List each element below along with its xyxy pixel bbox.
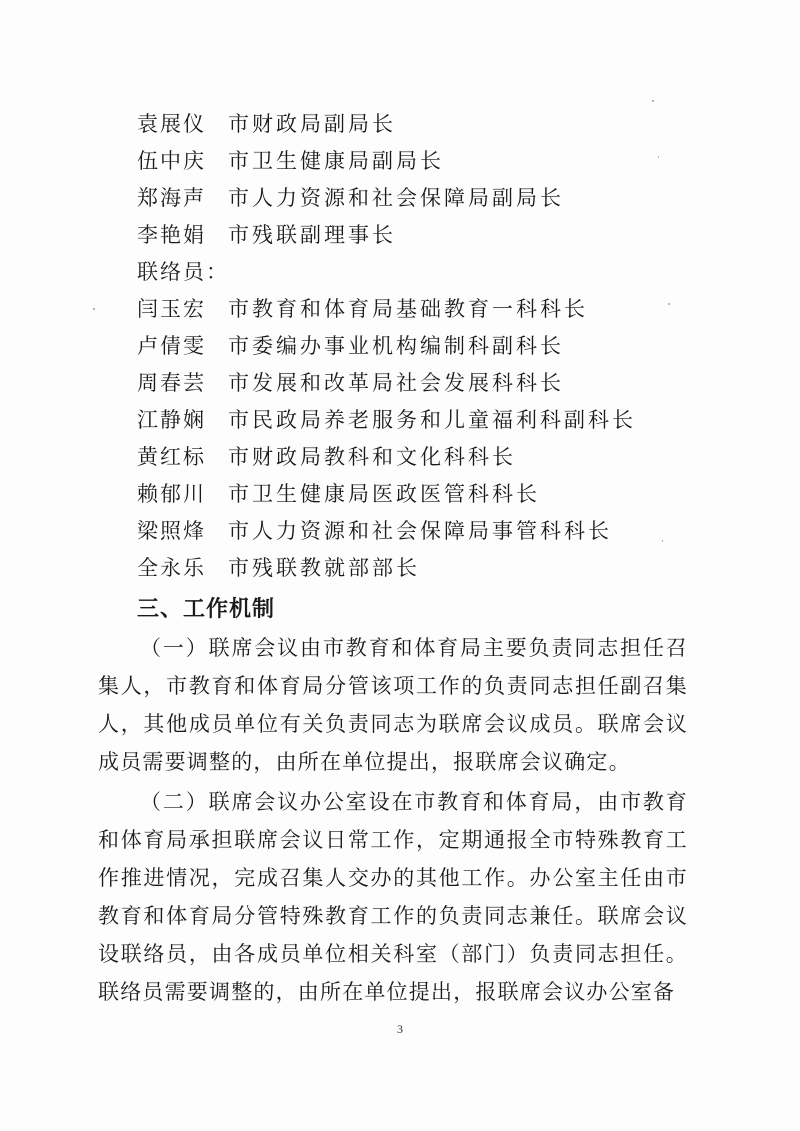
liaison-row: [137, 548, 636, 585]
paragraph: （一）联席会议由市教育和体育局主要负责同志担任召集人，市教育和体育局分管该项工作的负责同志担任副召集人，其他成员单位有关负责同志为联席会议成员。联席会议成员需要调整的，由所在单位提出，报联席会议确定。: [98, 636, 688, 774]
member-row: [137, 178, 636, 215]
liaison-row: [137, 289, 636, 326]
member-title: 市卫生健康局副局长: [228, 148, 444, 173]
member-row: [137, 215, 636, 252]
paragraph: （二）联席会议办公室设在市教育和体育局，由市教育和体育局承担联席会议日常工作，定期通报全市特殊教育工作推进情况，完成召集人交办的其他工作。办公室主任由市教育和体育局分管特殊教育工作的负责同志兼任。联席会议设联络员，由各成员单位相关科室（部门）负责同志担任。联络员需要调整的，由所在单位提出，报联席会议办公室备: [98, 790, 688, 1004]
member-list: [137, 104, 636, 585]
scan-speck: [658, 156, 659, 158]
liaison-title: 市发展和改革局社会发展科科长: [228, 370, 564, 395]
liaison-title: 市财政局教科和文化科科长: [228, 444, 516, 469]
liaison-title: 市民政局养老服务和儿童福利科副科长: [228, 407, 636, 432]
liaison-title: 市卫生健康局医政医管科科长: [228, 481, 540, 506]
liaison-title: 市委编办事业机构编制科副科长: [228, 333, 564, 358]
scan-speck: [668, 303, 670, 305]
member-row: [137, 104, 636, 141]
member-title: 市残联副理事长: [228, 222, 396, 247]
liaison-name: 周春芸: [137, 370, 206, 395]
liaison-row: [137, 326, 636, 363]
liaison-row: [137, 511, 636, 548]
liaison-row: [137, 437, 636, 474]
member-name: 伍中庆: [137, 148, 206, 173]
member-row: [137, 141, 636, 178]
liaison-name: 卢倩雯: [137, 333, 206, 358]
liaison-title: 市人力资源和社会保障局事管科科长: [228, 518, 612, 543]
liaison-row: [137, 363, 636, 400]
liaison-title: 市教育和体育局基础教育一科科长: [228, 296, 588, 321]
liaison-row: [137, 400, 636, 437]
scan-speck: [662, 540, 663, 542]
liaison-name: 梁照烽: [137, 518, 206, 543]
page-number: 3: [397, 1022, 403, 1036]
liaison-name: 全永乐: [137, 555, 206, 580]
scan-speck: [652, 100, 654, 102]
member-title: 市人力资源和社会保障局副局长: [228, 185, 564, 210]
liaison-row: [137, 474, 636, 511]
liaison-name: 江静娴: [137, 407, 206, 432]
liaison-name: 赖郁川: [137, 481, 206, 506]
member-name: 李艳娟: [137, 222, 206, 247]
liaison-heading: 联络员：: [137, 259, 229, 284]
member-title: 市财政局副局长: [228, 111, 396, 136]
section-heading: 三、工作机制: [137, 596, 276, 622]
liaison-title: 市残联教就部部长: [228, 555, 420, 580]
liaison-name: 黄红标: [137, 444, 206, 469]
member-name: 郑海声: [137, 185, 206, 210]
liaison-name: 闫玉宏: [137, 296, 206, 321]
scan-speck: [93, 308, 95, 310]
member-name: 袁展仪: [137, 111, 206, 136]
